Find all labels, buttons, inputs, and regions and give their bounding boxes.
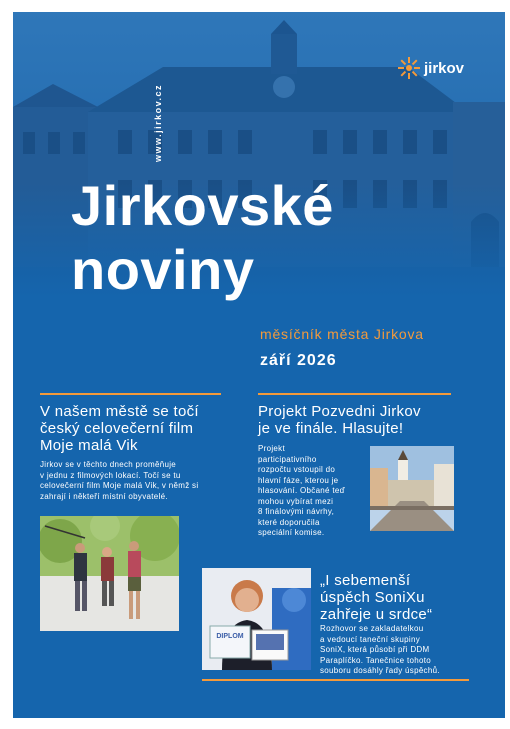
town-square-photo	[370, 446, 454, 531]
article3-text: Rozhovor se zakladatelkou a vedoucí taneční skupiny SoniX, která působí při DDM Paraplíčko. Tanečnice tohoto souboru dosáhly řady úspěchů.	[320, 624, 440, 675]
film-shooting-photo	[40, 516, 179, 631]
sun-logo-icon	[398, 57, 420, 79]
logo-text: jirkov	[424, 59, 465, 77]
masthead-title: Jirkovské noviny	[71, 174, 334, 301]
subtitle: měsíčník města Jirkova	[260, 326, 424, 342]
website-url[interactable]: www.jirkov.cz	[153, 83, 163, 162]
sonix-interview-photo	[202, 568, 311, 670]
newspaper-cover	[13, 12, 505, 718]
article1-text: Jirkov se v těchto dnech proměňuje v jednu z filmových lokací. Točí se tu celovečerní film Moje malá Vik, v němž si zahrají i někteří místní obyvatelé.	[40, 460, 199, 501]
divider	[40, 393, 221, 395]
divider	[202, 679, 469, 681]
issue-date: září 2026	[260, 352, 337, 369]
article1-heading[interactable]: V našem městě se točí český celovečerní film Moje malá Vik	[40, 403, 199, 454]
article2-heading[interactable]: Projekt Pozvedni Jirkov je ve finále. Hlasujte!	[258, 403, 421, 437]
city-logo	[398, 56, 464, 80]
article2-text: Projekt participativního rozpočtu vstoupil do hlavní fáze, kterou je hlasování. Občané teď mohou vybírat mezi 8 finálovými návrhy, které doporučila speciální komise.	[258, 444, 345, 537]
diploma-label: DIPLOM	[216, 633, 244, 640]
divider	[258, 393, 451, 395]
article3-heading[interactable]: „I sebemenší úspěch SoniXu zahřeje u srdce“	[320, 572, 433, 623]
